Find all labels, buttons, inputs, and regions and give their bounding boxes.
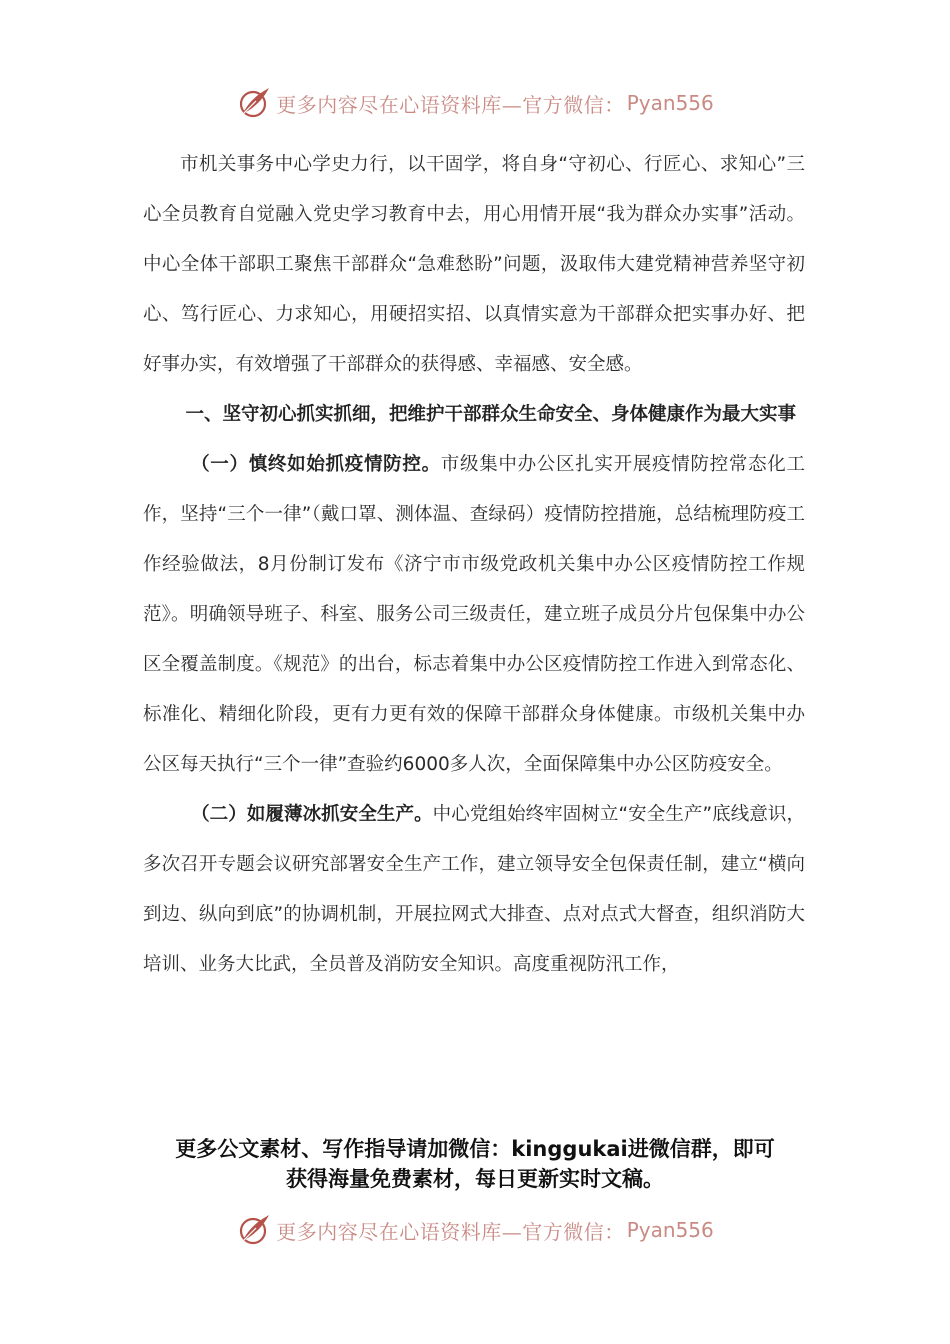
quill-logo-icon — [236, 85, 272, 121]
advert-block — [0, 1134, 950, 1194]
watermark-wechat-id: Pyan556 — [626, 91, 714, 115]
intro-paragraph: 市机关事务中心学史力行，以干固学，将自身“守初心、行匠心、求知心”三心全员教育自觉融入党史学习教育中去，用心用情开展“我为群众办实事”活动。中心全体干部职工聚焦干部群众“急难愁盼”问题，汲取伟大建党精神营养坚守初心、笃行匠心、力求知心，用硬招实招、以真情实意为干部群众把实事办好、把好事办实，有效增强了干部群众的获得感、幸福感、安全感。 — [143, 154, 805, 375]
item-text-2: 中心党组始终牢固树立“安全生产”底线意识，多次召开专题会议研究部署安全生产工作，建立领导安全包保责任制，建立“横向到边、纵向到底”的协调机制，开展拉网式大排查、点对点式大督查，组织消防大培训、业务大比武，全员普及消防安全知识。高度重视防汛工作， — [143, 804, 805, 975]
item-title-1: （一）慎终如始抓疫情防控。 — [191, 454, 441, 475]
quill-logo-icon — [236, 1212, 272, 1248]
watermark-banner-bottom — [0, 1208, 950, 1252]
document-body — [143, 140, 805, 990]
watermark-text: 更多内容尽在心语资料库—官方微信： — [276, 92, 625, 117]
item-paragraph-2 — [143, 790, 805, 990]
watermark-text: 更多内容尽在心语资料库—官方微信： — [276, 1219, 625, 1244]
advert-line-1: 更多公文素材、写作指导请加微信：kinggukai进微信群，即可 — [175, 1137, 775, 1161]
item-text-1: 市级集中办公区扎实开展疫情防控常态化工作，坚持“三个一律”（戴口罩、测体温、查绿码）疫情防控措施，总结梳理防疫工作经验做法，8月份制订发布《济宁市市级党政机关集中办公区疫情防控工作规范》。明确领导班子、科室、服务公司三级责任，建立班子成员分片包保集中办公区全覆盖制度。《规范》的出台，标志着集中办公区疫情防控工作进入到常态化、标准化、精细化阶段，更有力更有效的保障干部群众身体健康。市级机关集中办公区每天执行“三个一律”查验约6000多人次，全面保障集中办公区防疫安全。 — [143, 454, 805, 775]
advert-line-2: 获得海量免费素材，每日更新实时文稿。 — [286, 1167, 664, 1191]
section-heading-1: 一、坚守初心抓实抓细，把维护干部群众生命安全、身体健康作为最大实事 — [185, 404, 797, 425]
item-title-2: （二）如履薄冰抓安全生产。 — [191, 804, 433, 825]
watermark-banner-top — [0, 81, 950, 125]
item-paragraph-1 — [143, 440, 805, 790]
watermark-wechat-id: Pyan556 — [626, 1218, 714, 1242]
